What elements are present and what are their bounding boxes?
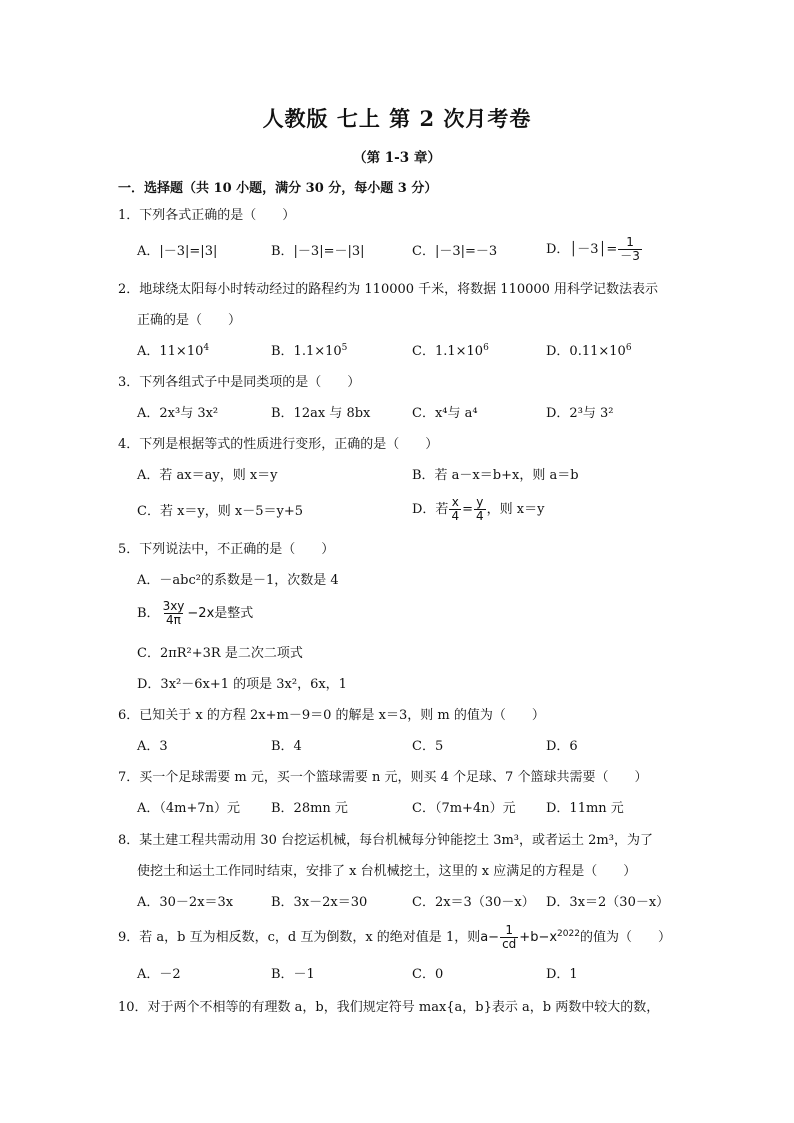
q2-option-b-text: B．1.1×10: [271, 344, 342, 359]
q2-option-c-exponent: 6: [483, 343, 489, 353]
q3-option-c: C．x⁴与 a⁴: [412, 406, 478, 421]
q4-option-a: A．若 ax＝ay，则 x＝y: [137, 468, 278, 483]
q4-option-d-suffix: ，则 x＝y: [486, 502, 545, 517]
q9-expression-mid: +b−x: [519, 930, 558, 945]
q1-option-a: A．|－3|=|3|: [137, 244, 218, 259]
question-10-stem: 10．对于两个不相等的有理数 a，b，我们规定符号 max{a，b}表示 a，b 两数中较大的数，: [118, 1000, 660, 1015]
q9-option-c: C．0: [412, 967, 444, 982]
q2-option-c: [412, 343, 489, 361]
question-5-stem: 5．下列说法中，不正确的是（ ）: [118, 542, 335, 557]
q9-option-b: B．－1: [271, 967, 315, 982]
q1-option-d-prefix: D．│－3│=: [546, 242, 618, 257]
section-heading: 一．选择题（共 10 小题，满分 30 分，每小题 3 分）: [118, 181, 438, 196]
q5-option-b-suffix: −2x是整式: [187, 606, 254, 621]
q5-fraction: [161, 600, 187, 627]
q9-stem-suffix: 的值为（ ）: [579, 930, 671, 945]
q1-option-b: B．|－3|=－|3|: [271, 244, 365, 259]
question-4-stem: 4．下列是根据等式的性质进行变形，正确的是（ ）: [118, 437, 439, 452]
q3-option-a: A．2x³与 3x²: [137, 406, 219, 421]
q2-option-a: [137, 343, 209, 361]
q4-option-c: C．若 x＝y，则 x－5＝y+5: [137, 504, 303, 519]
q9-option-a: A．－2: [137, 967, 181, 982]
q9-expression-a: a−: [480, 930, 500, 945]
fraction-denominator: 4π: [166, 613, 181, 627]
q1-option-d: [546, 236, 643, 263]
q5-option-d: D．3x²－6x+1 的项是 3x²，6x，1: [137, 677, 347, 692]
q9-expression-exponent: 2022: [557, 929, 580, 939]
q7-option-b: B．28mn 元: [271, 801, 348, 816]
question-2-stem-continued: 正确的是（ ）: [137, 313, 242, 328]
q2-option-b: [271, 343, 347, 361]
q4-option-b: B．若 a－x＝b+x，则 a＝b: [412, 468, 579, 483]
q4-fraction-y: [474, 496, 486, 523]
q5-option-b-prefix: B．: [137, 606, 160, 621]
q2-option-b-exponent: 5: [341, 343, 348, 353]
question-7-stem: 7．买一个足球需要 m 元，买一个篮球需要 n 元，则买 4 个足球、7 个篮球共需要（ ）: [118, 770, 648, 785]
question-8-stem: 8．某土建工程共需动用 30 台挖运机械，每台机械每分钟能挖土 3m³，或者运土 2m³，为了: [118, 833, 653, 848]
q7-option-c: C．（7m+4n）元: [412, 801, 516, 816]
q4-option-d-prefix: D．若: [412, 502, 449, 517]
q7-option-a: A．（4m+7n）元: [137, 801, 241, 816]
q1-option-c: C．|－3|=－3: [412, 244, 498, 259]
q9-stem-prefix: 9．若 a，b 互为相反数，c，d 互为倒数，x 的绝对值是 1，则: [118, 930, 481, 945]
fraction-numerator: 1: [626, 235, 634, 249]
fraction-numerator: y: [476, 495, 484, 509]
q2-option-a-exponent: 4: [203, 343, 210, 353]
fraction-numerator: x: [451, 495, 459, 509]
q6-option-d: D．6: [546, 739, 578, 754]
q8-option-b: B．3x－2x＝30: [271, 895, 368, 910]
q6-option-c: C．5: [412, 739, 444, 754]
q2-option-c-text: C．1.1×10: [412, 344, 484, 359]
q3-option-d: D．2³与 3²: [546, 406, 614, 421]
question-1-stem: 1．下列各式正确的是（ ）: [118, 208, 296, 223]
equals-sign: =: [462, 502, 473, 517]
q1-option-d-fraction: [618, 236, 642, 263]
q5-option-b: [137, 600, 253, 627]
q6-option-b: B．4: [271, 739, 302, 754]
fraction-denominator: －3: [620, 249, 640, 263]
exam-title: 人教版 七上 第 2 次月考卷: [262, 106, 532, 131]
fraction-denominator: 4: [475, 509, 484, 523]
q3-option-b: B．12ax 与 8bx: [271, 406, 371, 421]
q2-option-d: [546, 343, 632, 361]
fraction-numerator: 1: [505, 923, 513, 937]
exam-subtitle: （第 1-3 章）: [353, 150, 441, 166]
fraction-numerator: 3xy: [162, 599, 185, 613]
question-8-stem-continued: 使挖土和运土工作同时结束，安排了 x 台机械挖土，这里的 x 应满足的方程是（ ）: [137, 864, 637, 879]
q5-option-a: A．－abc²的系数是－1，次数是 4: [137, 573, 339, 588]
q4-fraction-x: [449, 496, 461, 523]
q2-option-d-exponent: 6: [625, 343, 632, 353]
q8-option-c: C．2x＝3（30－x）: [412, 895, 535, 910]
fraction-denominator: 4: [451, 509, 460, 523]
q9-fraction: [500, 924, 518, 951]
q9-option-d: D．1: [546, 967, 578, 982]
question-3-stem: 3．下列各组式子中是同类项的是（ ）: [118, 375, 361, 390]
question-9-stem: [118, 924, 671, 951]
q7-option-d: D．11mn 元: [546, 801, 624, 816]
q6-option-a: A．3: [137, 739, 168, 754]
q5-option-c: C．2πR²+3R 是二次二项式: [137, 646, 303, 661]
q8-option-a: A．30－2x＝3x: [137, 895, 234, 910]
q8-option-d: D．3x＝2（30－x）: [546, 895, 670, 910]
q2-option-d-text: D．0.11×10: [546, 344, 626, 359]
question-6-stem: 6．已知关于 x 的方程 2x+m－9＝0 的解是 x＝3，则 m 的值为（ ）: [118, 708, 545, 723]
q2-option-a-text: A．11×10: [137, 344, 204, 359]
question-2-stem: 2．地球绕太阳每小时转动经过的路程约为 110000 千米，将数据 110000 用科学记数法表示: [118, 282, 659, 297]
q4-option-d: [412, 496, 544, 523]
fraction-denominator: cd: [502, 937, 517, 951]
